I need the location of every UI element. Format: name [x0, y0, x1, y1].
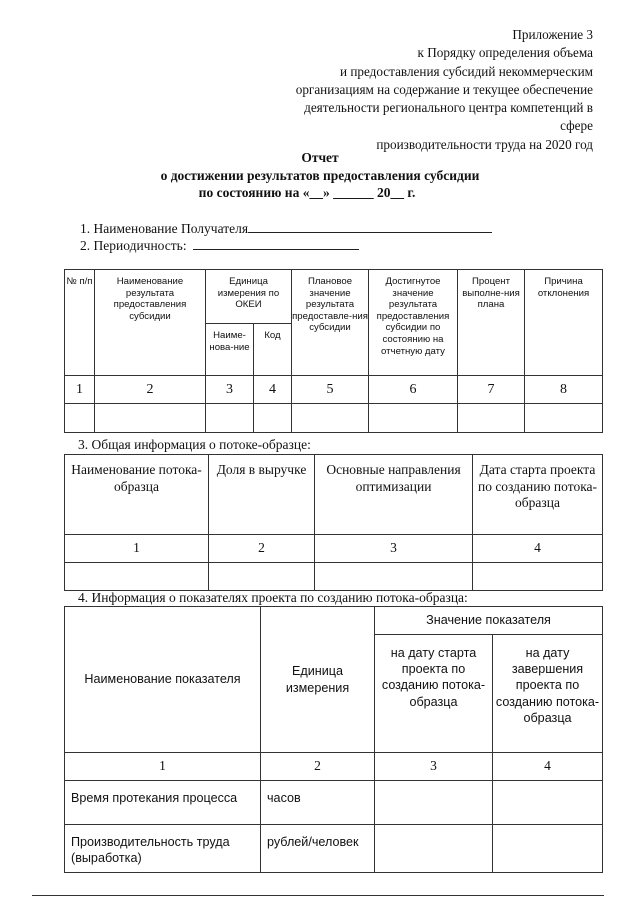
header-indicator-value: Значение показателя [375, 607, 603, 635]
recipient-blank[interactable] [248, 220, 492, 233]
annex-line-1: Приложение 3 [512, 27, 593, 42]
col-number: 4 [473, 535, 603, 563]
recipient-field [80, 220, 492, 237]
header-unit-name: Наиме-нова-ние [206, 324, 254, 376]
empty-cell[interactable] [65, 563, 209, 591]
header-num: № п/п [65, 270, 95, 376]
header-unit-code: Код [254, 324, 292, 376]
title-line-2: о достижении результатов предоставления субсидии [160, 167, 480, 183]
empty-cell[interactable] [493, 825, 603, 873]
col-number: 3 [206, 376, 254, 404]
col-number: 3 [315, 535, 473, 563]
empty-cell[interactable] [292, 404, 369, 433]
col-number: 2 [95, 376, 206, 404]
periodicity-field [80, 237, 359, 254]
stream-info-table [64, 454, 603, 591]
periodicity-blank[interactable] [193, 237, 359, 250]
header-stream-name: Наименование потока-образца [65, 455, 209, 535]
empty-cell[interactable] [209, 563, 315, 591]
annex-line-5: деятельности регионального центра компетенций в сфере [304, 100, 593, 134]
header-reason: Причина отклонения [525, 270, 603, 376]
results-table [64, 269, 603, 433]
col-number: 1 [65, 753, 261, 781]
header-start-date: Дата старта проекта по созданию потока-образца [473, 455, 603, 535]
section4-heading: 4. Информация о показателях проекта по созданию потока-образца: [78, 590, 468, 605]
header-planned: Плановое значение результата предоставле-ния субсидии [292, 270, 369, 376]
col-number: 2 [209, 535, 315, 563]
title-line-1: Отчет [301, 150, 339, 165]
report-title [100, 149, 540, 202]
col-number: 4 [254, 376, 292, 404]
indicator-row-name: Время протекания процесса [65, 781, 261, 825]
annex-line-3: и предоставления субсидий некоммерческим [339, 63, 593, 79]
header-indicator-name: Наименование показателя [65, 607, 261, 753]
header-value-at-start: на дату старта проекта по созданию потока-образца [375, 635, 493, 753]
header-directions: Основные направления оптимизации [315, 455, 473, 535]
header-achieved: Достигнутое значение результата предоставления субсидии по состоянию на отчетную дату [369, 270, 458, 376]
col-number: 7 [458, 376, 525, 404]
section3-heading: 3. Общая информация о потоке-образце: [78, 437, 311, 452]
header-value-at-end: на дату завершения проекта по созданию потока-образца [493, 635, 603, 753]
empty-cell[interactable] [473, 563, 603, 591]
annex-line-4: организациям на содержание и текущее обеспечение [295, 81, 593, 97]
empty-cell[interactable] [493, 781, 603, 825]
indicator-row-name: Производительность труда (выработка) [65, 825, 261, 873]
annex-line-6: производительности труда на 2020 год [376, 136, 593, 152]
empty-cell[interactable] [206, 404, 254, 433]
empty-cell[interactable] [254, 404, 292, 433]
empty-cell[interactable] [369, 404, 458, 433]
empty-cell[interactable] [458, 404, 525, 433]
empty-cell[interactable] [375, 825, 493, 873]
header-result-name: Наименование результата предоставления субсидии [95, 270, 206, 376]
empty-cell[interactable] [375, 781, 493, 825]
periodicity-label: 2. Периодичность: [80, 238, 187, 253]
empty-cell[interactable] [315, 563, 473, 591]
recipient-label: 1. Наименование Получателя [80, 221, 249, 236]
indicators-table [64, 606, 603, 873]
header-unit: Единица измерения [261, 607, 375, 753]
col-number: 3 [375, 753, 493, 781]
indicator-row-unit: часов [261, 781, 375, 825]
col-number: 2 [261, 753, 375, 781]
annex-header [273, 26, 593, 154]
header-revenue-share: Доля в выручке [209, 455, 315, 535]
empty-cell[interactable] [95, 404, 206, 433]
empty-cell[interactable] [65, 404, 95, 433]
col-number: 6 [369, 376, 458, 404]
indicator-row-unit: рублей/человек [261, 825, 375, 873]
header-percent: Процент выполне-ния плана [458, 270, 525, 376]
col-number: 1 [65, 376, 95, 404]
header-unit: Единица измерения по ОКЕИ [206, 270, 292, 324]
col-number: 1 [65, 535, 209, 563]
title-line-3: по состоянию на «__» ______ 20__ г. [198, 185, 416, 200]
col-number: 4 [493, 753, 603, 781]
annex-line-2: к Порядку определения объема [417, 45, 593, 61]
col-number: 8 [525, 376, 603, 404]
col-number: 5 [292, 376, 369, 404]
empty-cell[interactable] [525, 404, 603, 433]
bottom-divider [32, 895, 604, 896]
